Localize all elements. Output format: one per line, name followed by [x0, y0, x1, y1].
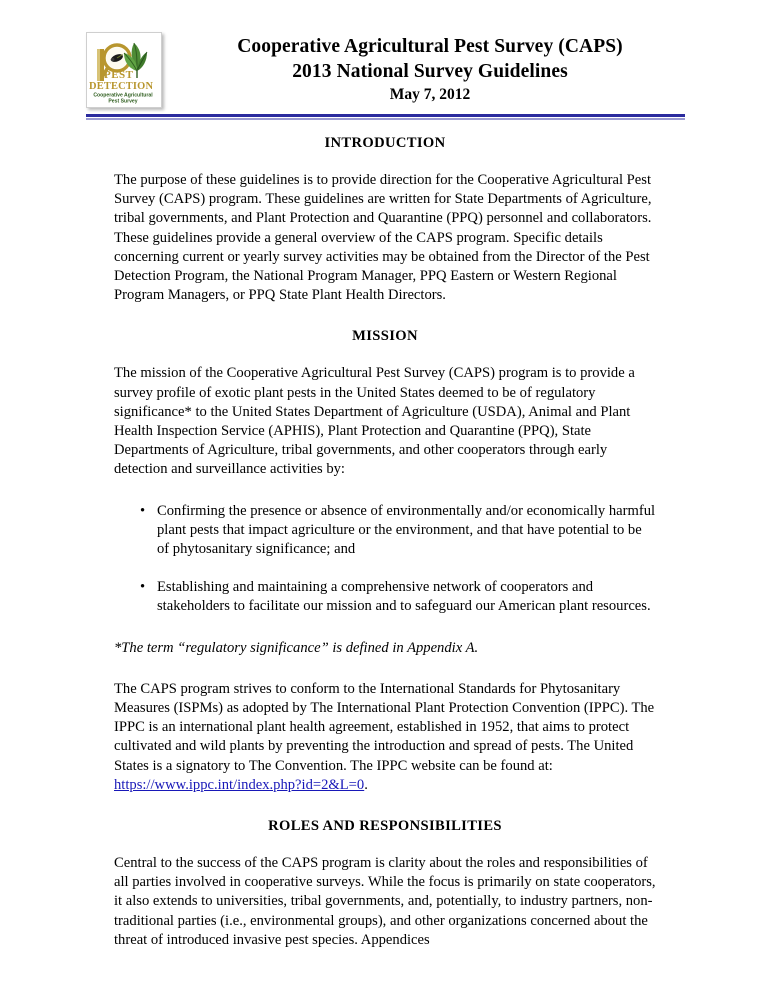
spacer — [114, 658, 656, 680]
document-title-line-2: 2013 National Survey Guidelines — [292, 61, 568, 82]
section-paragraph-mission: The mission of the Cooperative Agricultural Pest Survey (CAPS) program is to provide a survey profile of exotic plant pests in the United States deemed to be of regulatory significance* to the United States Department of Agriculture (USDA), Animal and Plant Health Inspection Service (APHIS), Plant Protection and Quarantine (PPQ), State Departments of Agriculture, tribal governments, and other cooperators through early detection and surveillance activities by: — [114, 365, 635, 478]
spacer — [114, 346, 656, 364]
mission-bullet-list — [114, 502, 656, 617]
spacer — [114, 153, 656, 171]
spacer — [114, 795, 656, 817]
document-header — [0, 28, 768, 110]
spacer — [114, 305, 656, 327]
regulatory-significance-footnote: *The term “regulatory significance” is defined in Appendix A. — [114, 639, 479, 656]
list-item-text: Establishing and maintaining a comprehensive network of cooperators and stakeholders to facilitate our mission and to safeguard our American plant resources. — [157, 579, 651, 615]
document-body — [114, 134, 656, 950]
ippc-website-link[interactable]: https://www.ippc.int/index.php?id=2&L=0 — [114, 776, 365, 793]
svg-text:Cooperative Agricultural: Cooperative Agricultural — [93, 92, 153, 99]
ippc-paragraph-text-after-link: . — [364, 776, 368, 793]
svg-text:PEST: PEST — [104, 69, 134, 81]
section-heading-roles-and-responsibilities: ROLES AND RESPONSIBILITIES — [268, 818, 502, 835]
bullet-icon: • — [140, 502, 146, 519]
svg-text:Pest Survey: Pest Survey — [108, 98, 138, 105]
divider-line-secondary — [86, 118, 685, 120]
section-heading-introduction: INTRODUCTION — [324, 135, 446, 151]
section-paragraph-introduction: The purpose of these guidelines is to provide direction for the Cooperative Agricultural Pest Survey (CAPS) program. These guidelines are written for State Departments of Agriculture, tribal governments, and Plant Protection and Quarantine (PPQ) personnel and collaborators. These guidelines provide a general overview of the CAPS program. Specific details concerning current or yearly survey activities may be obtained from the Director of the Pest Detection Program, the National Program Manager, PPQ Eastern or Western Regional Program Managers, or PPQ State Plant Health Directors. — [114, 172, 652, 304]
section-heading-mission: MISSION — [352, 328, 418, 345]
section-paragraph-roles-and-responsibilities: Central to the success of the CAPS program is clarity about the roles and responsibilities of all parties involved in cooperative surveys. While the focus is primarily on state cooperators, it also extends to universities, tribal governments, and, potentially, to industry partners, non-traditional parties (i.e., environmental groups), and other organizations concerned about the threat of introduced invasive pest species. Appendices — [114, 855, 656, 948]
divider-line-primary — [86, 114, 685, 117]
svg-text:DETECTION: DETECTION — [89, 81, 154, 92]
list-item — [114, 502, 656, 560]
bullet-icon: • — [140, 579, 146, 596]
spacer — [114, 480, 656, 502]
spacer — [114, 836, 656, 854]
ippc-paragraph-text-before-link: The CAPS program strives to conform to the International Standards for Phytosanitary Measures (ISPMs) as adopted by The International Plant Protection Convention (IPPC). The IPPC is an international plant health agreement, established in 1952, that aims to protect cultivated and wild plants by preventing the introduction and spread of pests. The United States is a signatory to The Convention. The IPPC website can be found at: — [114, 680, 655, 774]
document-date: May 7, 2012 — [389, 86, 471, 103]
list-item — [114, 578, 656, 616]
ippc-paragraph — [114, 680, 656, 795]
caps-pest-detection-logo — [86, 32, 162, 108]
document-title-line-1: Cooperative Agricultural Pest Survey (CAPS) — [237, 36, 623, 57]
document-title-block — [170, 34, 690, 106]
spacer — [114, 617, 656, 639]
list-item-text: Confirming the presence or absence of environmentally and/or economically harmful plant pests that impact agriculture or the environment, and that have potential to be of phytosanitary significance; and — [157, 502, 656, 558]
header-divider-rule — [86, 114, 685, 120]
